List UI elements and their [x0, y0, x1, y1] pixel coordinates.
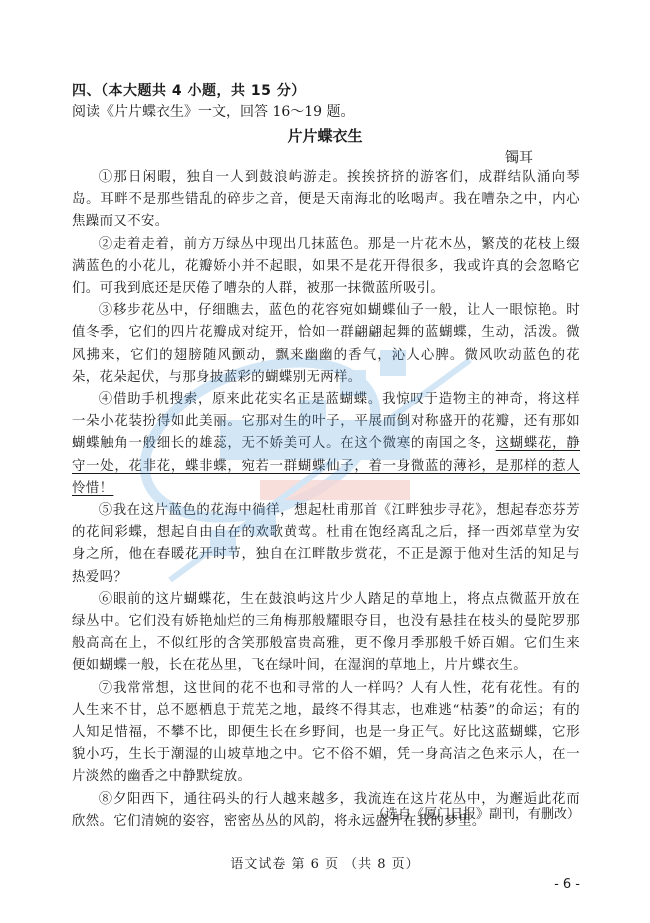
paragraph-1: ①那日闲暇，独自一人到鼓浪屿游走。挨挨挤挤的游客们，成群结队涌向琴岛。耳畔不是那些错乱的碎步之音，便是天南海北的吆喝声。我在嘈杂之中，内心焦躁而又不安。 — [72, 170, 580, 230]
article-body — [72, 167, 580, 833]
paragraph-4 — [72, 389, 580, 500]
paragraph-8: ⑧夕阳西下，通往码头的行人越来越多，我流连在这片花丛中，为邂逅此花而欣然。它们清婉的姿容，密密丛丛的风韵，将永远盛开在我的梦里。 — [72, 791, 580, 829]
page-number: - 6 - — [554, 877, 580, 892]
article-author: 镯耳 — [505, 150, 533, 166]
paragraph-6: ⑥眼前的这片蝴蝶花，生在鼓浪屿这片少人踏足的草地上，将点点微蓝开放在绿丛中。它们没有娇艳灿烂的三角梅那般耀眼夺目，也没有悬挂在枝头的曼陀罗那般高高在上，不似红彤的含笑那般富贵高雅，更不像月季那般千娇百媚。它们生来便如蝴蝶一般，长在花丛里，飞在绿叶间，在湿润的草地上，片片蝶衣生。 — [72, 591, 580, 674]
page-footer: 语文试卷 第 6 页 （共 8 页） — [230, 857, 420, 872]
paragraph-7: ⑦我常常想，这世间的花不也和寻常的人一样吗？人有人性，花有花性。有的人生来不甘，总不愿栖息于荒芜之地，最终不得其志，也难逃“枯萎”的命运；有的人知足惜福，不攀不比，即便生长在乡野间，也是一身正气。好比这蓝蝴蝶，它形貌小巧，生长于潮湿的山坡草地之中。它不俗不媚，凭一身高洁之色来示人，在一片淡然的幽香之中静默绽放。 — [72, 680, 580, 785]
article-title: 片片蝶衣生 — [287, 127, 363, 145]
paragraph-4-text: ④借助手机搜索，原来此花实名正是蓝蝴蝶。我惊叹于造物主的神奇，将这样一朵小花装扮得如此美丽。它那对生的叶子，平展而倒对称盛开的花瓣，还有那如蝴蝶触角一般细长的雄蕊，无不娇美可人。在这个微寒的南国之冬， — [72, 392, 580, 452]
reading-instruction: 阅读《片片蝶衣生》一文，回答 16～19 题。 — [72, 104, 355, 120]
section-heading: 四、（本大题共 4 小题，共 15 分） — [72, 83, 306, 99]
paragraph-3: ③移步花丛中，仔细瞧去，蓝色的花容宛如蝴蝶仙子一般，让人一眼惊艳。时值冬季，它们的四片花瓣成对绽开，恰如一群翩翩起舞的蓝蝴蝶，生动，活泼。微风拂来，它们的翅膀随风颤动，飘来幽幽的香气，沁人心脾。微风吹动蓝色的花朵，花朵起伏，与那身披蓝彩的蝴蝶别无两样。 — [72, 303, 580, 385]
paragraph-5: ⑤我在这片蓝色的花海中徜徉，想起杜甫那首《江畔独步寻花》，想起春恋芬芳的花间彩蝶，想起自由自在的欢歌黄莺。杜甫在饱经离乱之后，择一西郊草堂为安身之所，他在春暖花开时节，独自在江畔散步赏花，不正是源于他对生活的知足与热爱吗？ — [72, 503, 580, 585]
paragraph-2: ②走着走着，前方万绿丛中现出几抹蓝色。那是一片花木丛，繁茂的花枝上缀满蓝色的小花儿，花瓣娇小并不起眼，如果不是花开得很多，我或许真的会忽略它们。可我到底还是厌倦了嘈杂的人群，被那一抹微蓝所吸引。 — [72, 236, 580, 297]
underlined-sentence: 这蝴蝶花，静守一处，花非花，蝶非蝶，宛若一群蝴蝶仙子，着一身微蓝的薄衫，是那样的惹人怜惜！ — [72, 436, 581, 496]
source-note: （选自《厦门日报》副刊，有删改） — [371, 807, 580, 822]
